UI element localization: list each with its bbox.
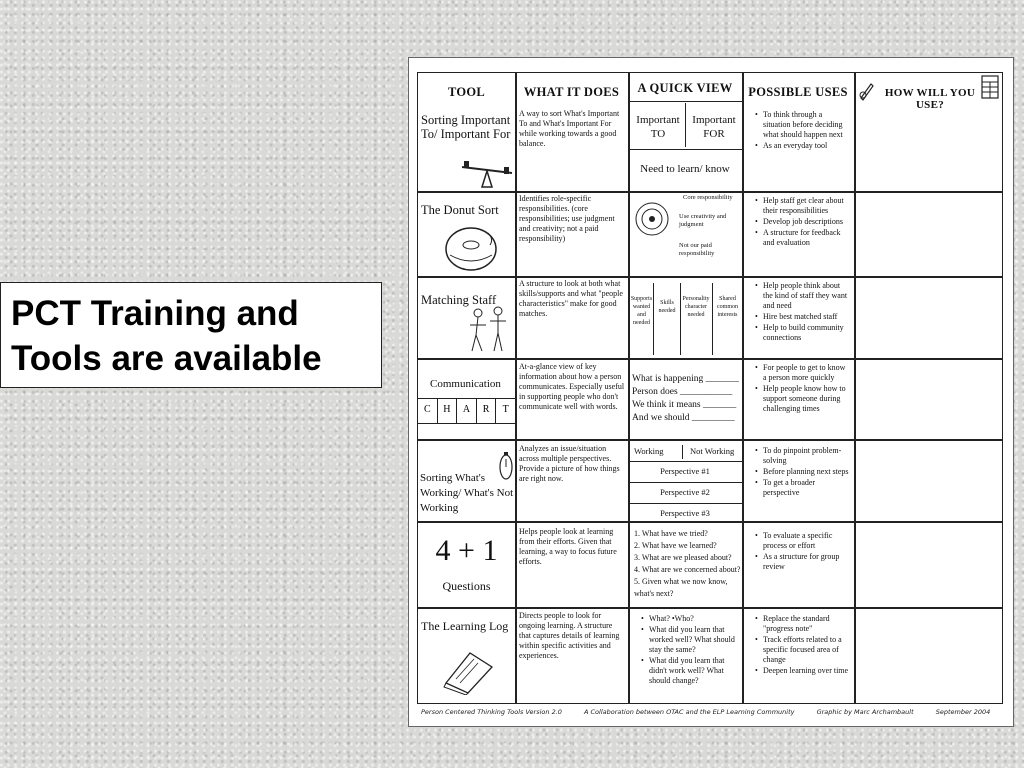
quick-view-learning-log: • What? •Who? • What did you learn that worked well? What should stay the same? • What did you learn that didn't work well? What should change? (640, 614, 740, 687)
what-it-does-row-2: Identifies role-specific responsibilities. (core responsibilities; use judgment and creativity; not a paid responsibility) (519, 194, 615, 243)
calendar-icon (981, 75, 999, 99)
target-circles-icon (634, 201, 670, 237)
header-tool: TOOL (447, 85, 486, 99)
header-possible-uses: POSSIBLE USES (748, 85, 848, 99)
possible-uses-row-4: • For people to get to know a person more quickly • Help people know how to support someone during challenging times (754, 363, 850, 415)
donut-icon (444, 223, 498, 273)
possible-uses-row-3: • Help people think about the kind of staff they want and need • Hire best matched staff • Help to build community connections (754, 281, 850, 344)
possible-uses-row-5: • To do pinpoint problem-solving • Before planning next steps • To get a broader perspective (754, 446, 850, 499)
document-footer (421, 708, 1010, 716)
seesaw-icon (460, 157, 514, 189)
quick-view-shared-interests: Shared common interests (717, 296, 738, 318)
quick-view-perspective-1: Perspective #1 (660, 466, 710, 476)
callout-box (0, 282, 382, 388)
what-it-does-row-6: Helps people look at learning from their efforts. Given that learning, a way to focus future efforts. (519, 527, 617, 566)
pen-hand-icon (858, 81, 876, 101)
header-what-it-does: WHAT IT DOES (523, 85, 620, 99)
stopwatch-icon (498, 451, 514, 481)
callout-line-2: Tools are available (11, 339, 322, 378)
chart-letters-row: C H A R T (418, 398, 515, 424)
tool-name-donut-sort: The Donut Sort (421, 203, 499, 217)
what-it-does-row-3: A structure to look at both what skills/supports and what "people characteristics" make for good matches. (519, 279, 623, 318)
quick-view-use-creativity: Use creativity and judgment (679, 213, 727, 228)
pct-tools-chart-document (408, 57, 1014, 727)
quick-view-personality: Personality character needed (682, 296, 710, 318)
quick-view-skills-needed: Skills needed (658, 300, 676, 314)
callout-line-1: PCT Training and (11, 294, 299, 333)
tool-name-working-not-working: Sorting What's Working/ What's Not Working (420, 472, 514, 514)
footer-version: Person Centered Thinking Tools Version 2.0 (421, 708, 562, 716)
figures-icon (466, 305, 510, 355)
tool-name-sorting-important: Sorting Important To/ Important For (421, 113, 511, 141)
tools-table (417, 72, 1003, 704)
header-quick-view: A QUICK VIEW (637, 81, 733, 95)
quick-view-supports-wanted: Supports wanted and needed (630, 296, 653, 326)
quick-view-perspective-2: Perspective #2 (660, 487, 710, 497)
tool-name-matching-staff: Matching Staff (421, 293, 497, 307)
tool-name-questions: Questions (442, 579, 491, 593)
quick-view-comm-lines: What is happening _______ Person does ___________ We think it means _______ And we should _________ (632, 374, 739, 423)
quick-view-perspective-3: Perspective #3 (660, 508, 710, 518)
quick-view-need-to-learn: Need to learn/ know (640, 163, 730, 175)
possible-uses-row-2: • Help staff get clear about their responsibilities • Develop job descriptions • A structure for feedback and evaluation (754, 196, 850, 249)
possible-uses-row-6: • To evaluate a specific process or effort • As a structure for group review (754, 531, 850, 573)
footer-collab: A Collaboration between OTAC and the ELP Learning Community (584, 708, 795, 716)
quick-view-not-paid: Not our paid responsibility (679, 242, 715, 257)
tool-name-four-plus-one: 4 + 1 (435, 534, 498, 567)
quick-view-not-working: Not Working (690, 446, 735, 456)
tool-name-communication: Communication (430, 378, 501, 390)
footer-date: September 2004 (935, 708, 991, 716)
quick-view-working: Working (634, 446, 664, 456)
quick-view-questions-list: 1. What have we tried? 2. What have we learned? 3. What are we pleased about? 4. What are we concerned about? 5. Given what we now know, what's next? (634, 529, 741, 598)
what-it-does-row-1: A way to sort What's Important To and What's Important For while working towards a good balance. (519, 109, 620, 148)
header-how-will-you-use: HOW WILL YOU USE? (884, 87, 976, 111)
quick-view-important-to: Important TO (636, 114, 680, 140)
what-it-does-row-4: At-a-glance view of key information about how a person communicates. Especially useful in supporting people who don't communicate well with words. (519, 362, 625, 411)
what-it-does-row-5: Analyzes an issue/situation across multiple perspectives. Provide a picture of how things are right now. (519, 444, 620, 483)
quick-view-important-for: Important FOR (692, 114, 736, 140)
tool-name-learning-log: The Learning Log (421, 619, 509, 633)
possible-uses-row-1: • To think through a situation before deciding what should happen next • As an everyday tool (754, 110, 850, 152)
book-icon (440, 645, 496, 695)
quick-view-core-responsibility: Core responsibility (683, 194, 733, 201)
what-it-does-row-7: Directs people to look for ongoing learning. A structure that captures details of learning within specific activities and experiences. (519, 611, 620, 660)
footer-graphic: Graphic by Marc Archambault (816, 708, 914, 716)
possible-uses-row-7: • Replace the standard "progress note" • Track efforts related to a specific focused area of change • Deepen learning over time (754, 614, 850, 677)
